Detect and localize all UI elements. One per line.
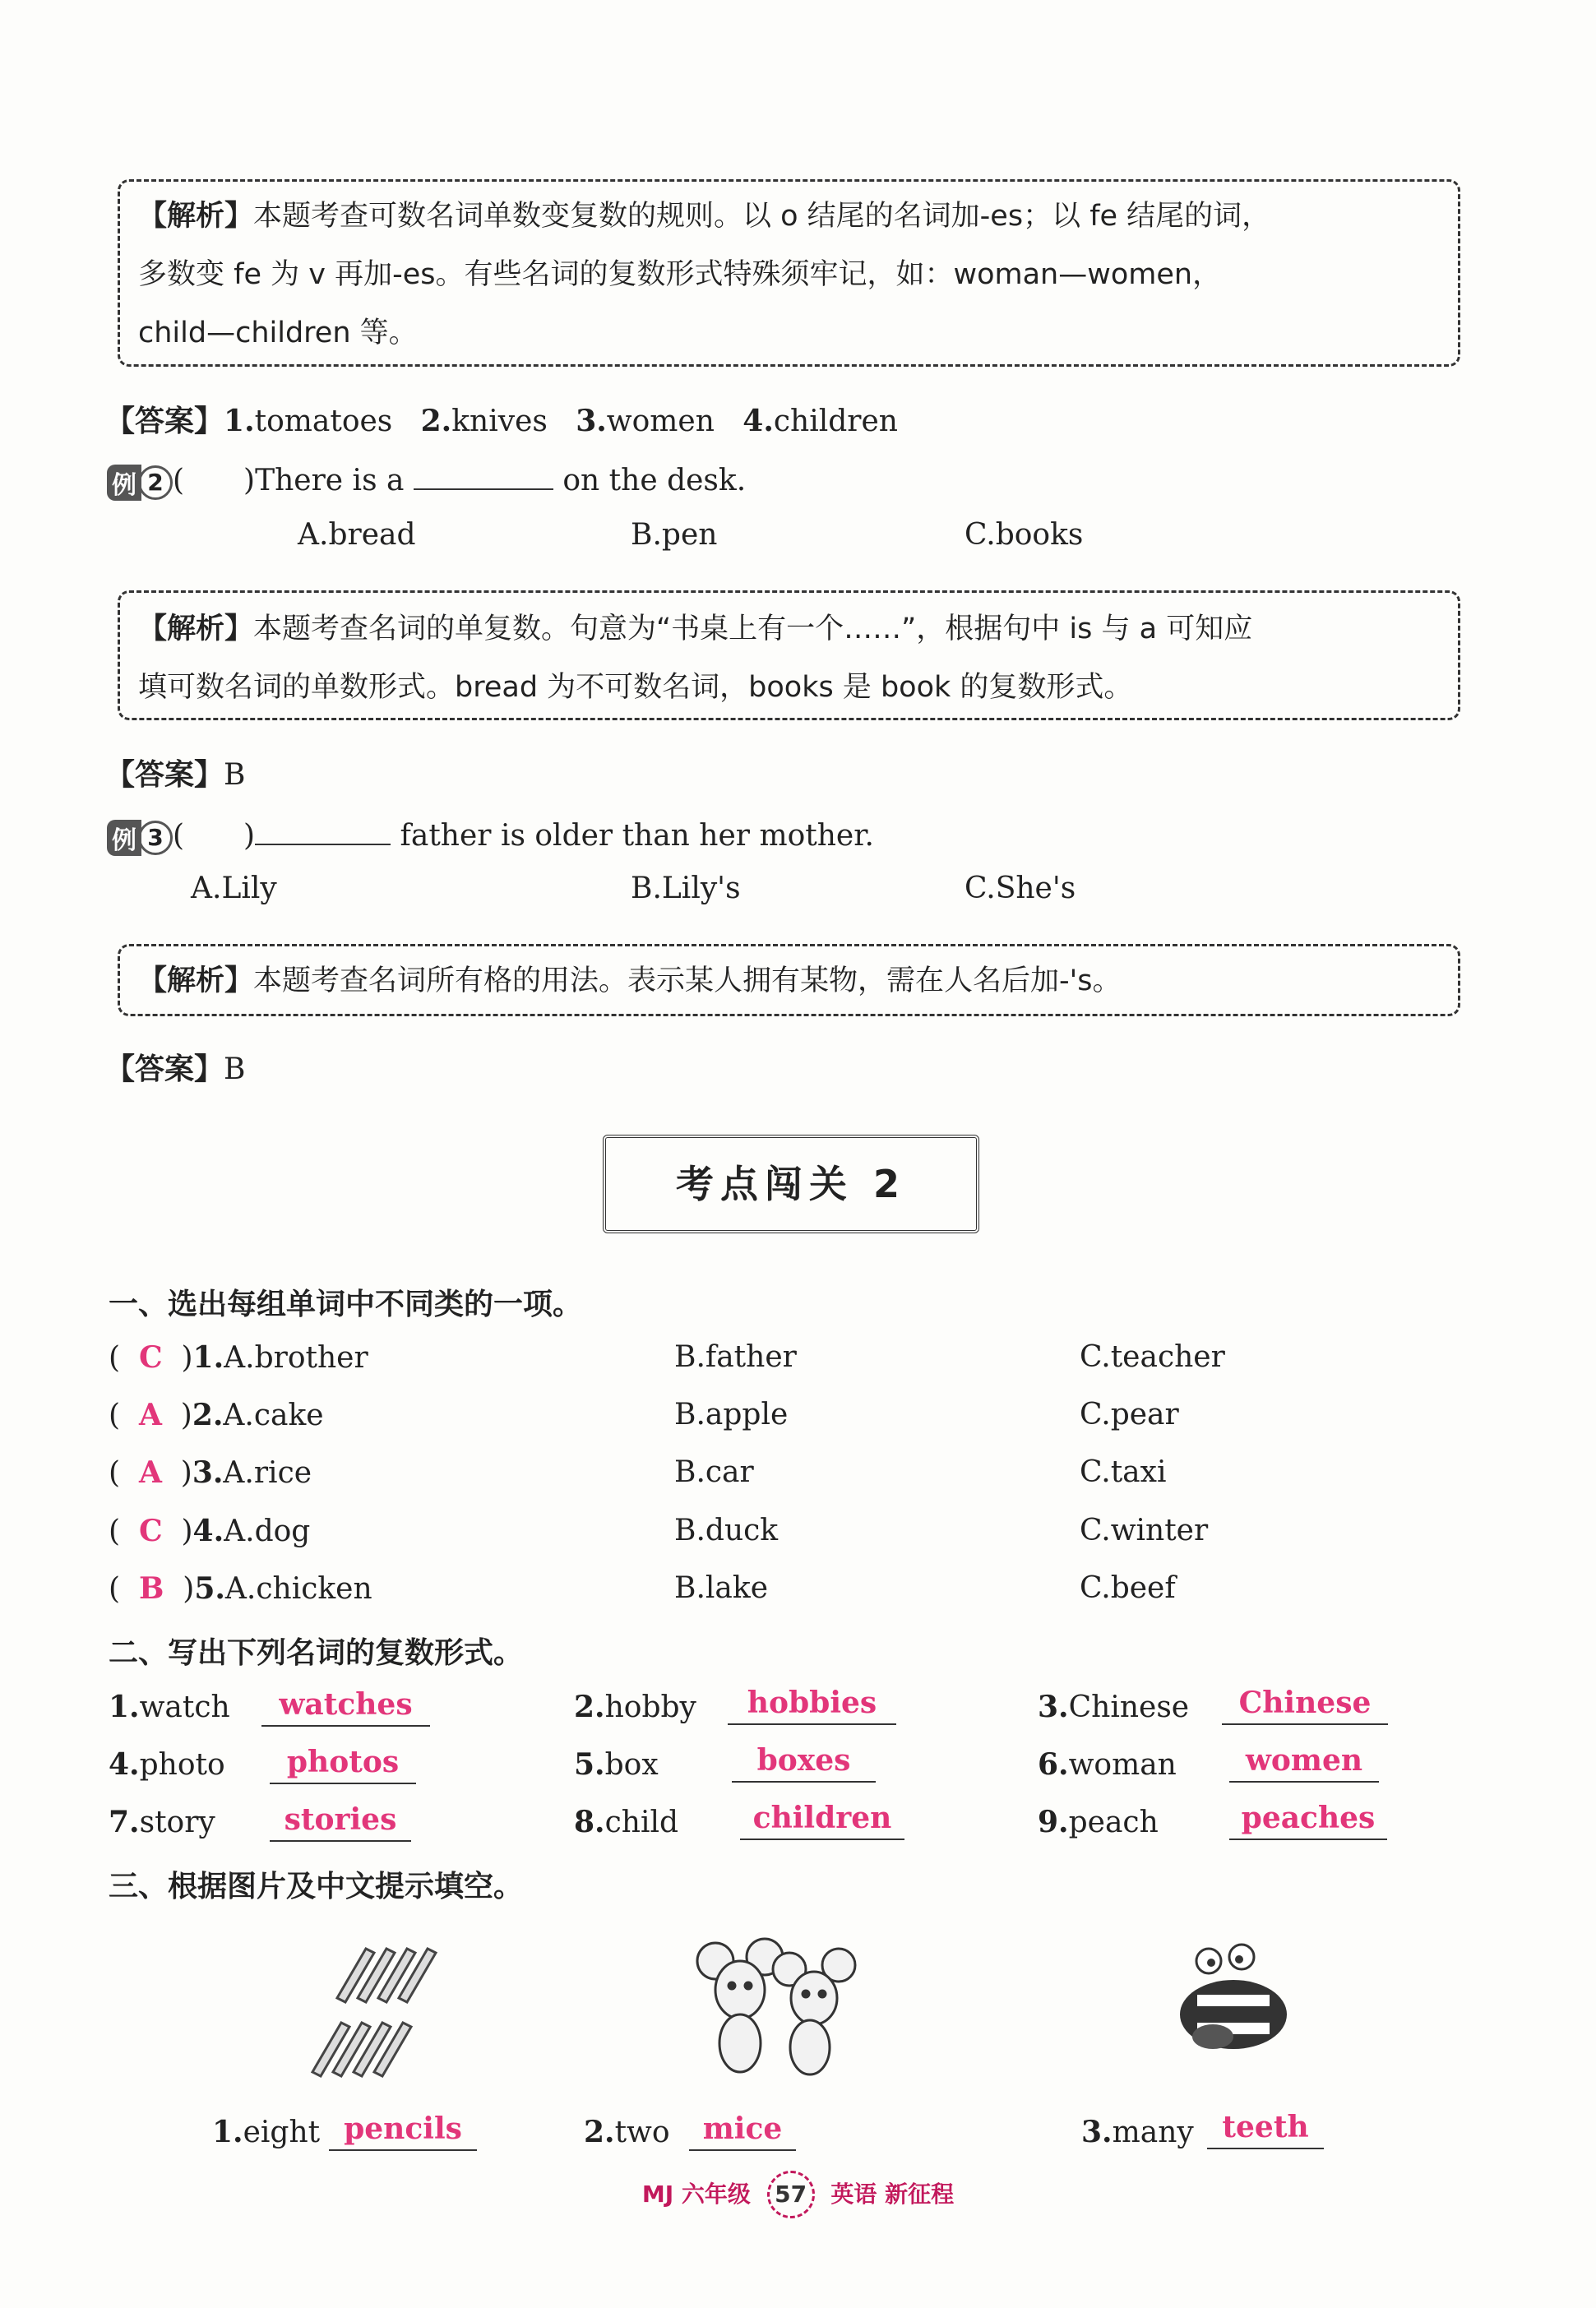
answer-line: hobbies (728, 1686, 896, 1725)
option-c: C.teacher (1080, 1340, 1225, 1374)
page-number: 57 (767, 2171, 815, 2218)
option-c: C.winter (1080, 1514, 1209, 1547)
example-2-stem: 例 2 ( )There is a on the desk. (107, 457, 746, 501)
blank-line (414, 464, 553, 490)
mouse-right (773, 1949, 855, 2074)
analysis-box-3 (118, 944, 1460, 1016)
list-item: ( C )1.A.brother (109, 1340, 368, 1375)
answer-line: watches (261, 1687, 430, 1727)
pencil-group-bottom (312, 2023, 411, 2076)
list-item: 7.story (109, 1805, 215, 1839)
teeth-illustration (1172, 1936, 1303, 2068)
example-3-option-c: C.She's (965, 872, 1076, 905)
list-item: ( C )4.A.dog (109, 1514, 311, 1548)
example-badge: 例 (107, 465, 141, 501)
example-2-option-c: C.books (965, 518, 1084, 552)
option-c: C.taxi (1080, 1455, 1167, 1489)
answer-line: teeth (1207, 2110, 1324, 2149)
example-2-option-a: A.bread (298, 518, 416, 552)
answer-line: photos (270, 1745, 416, 1784)
list-item: ( B )5.A.chicken (109, 1571, 372, 1606)
example-2-option-b: B.pen (631, 518, 718, 552)
example-number: 3 (138, 821, 173, 855)
pencils-illustration (304, 1940, 452, 2088)
teeth-toy (1180, 1945, 1287, 2049)
list-item: 3.Chinese (1038, 1690, 1190, 1724)
example-badge: 例 (107, 820, 141, 856)
analysis-line-2: 填可数名词的单数形式。bread 为不可数名词，books 是 book 的复数形式。 (138, 671, 1133, 704)
analysis-line-1: 【解析】本题考查可数名词单数变复数的规则。以 o 结尾的名词加-es；以 fe 结尾的词， (138, 200, 1271, 233)
option-b: B.apple (674, 1398, 789, 1432)
answer-line: Chinese (1222, 1686, 1388, 1725)
list-item: 4.photo (109, 1747, 225, 1782)
example-3-option-a: A.Lily (191, 872, 277, 905)
answer-line: pencils (329, 2111, 477, 2151)
answer-row-3: 【答案】B (105, 1052, 246, 1086)
option-c: C.pear (1080, 1398, 1179, 1432)
option-b: B.lake (674, 1571, 768, 1605)
answer-line: peaches (1229, 1801, 1387, 1840)
pencil-group-top (337, 1949, 436, 2002)
blank-line (255, 819, 391, 845)
list-item: 6.woman (1038, 1747, 1177, 1782)
example-number: 2 (138, 465, 173, 500)
option-b: B.car (674, 1455, 754, 1489)
list-item: 2.two (584, 2115, 670, 2149)
option-b: B.father (674, 1340, 797, 1374)
example-3-stem: 例 3 ( ) father is older than her mother. (107, 812, 874, 856)
analysis-line-1: 【解析】本题考查名词所有格的用法。表示某人拥有某物，需在人名后加-'s。 (138, 964, 1122, 997)
analysis-box-2 (118, 590, 1460, 720)
list-item: 5.box (574, 1747, 659, 1782)
mouse-left (697, 1939, 783, 2072)
part-2-heading: 二、写出下列名词的复数形式。 (109, 1636, 524, 1670)
list-item: 2.hobby (574, 1690, 696, 1724)
answer-line: mice (689, 2111, 796, 2151)
list-item: 1.eight (212, 2115, 321, 2149)
answer-line: stories (270, 1802, 411, 1842)
part-1-heading: 一、选出每组单词中不同类的一项。 (109, 1288, 583, 1321)
list-item: ( A )2.A.cake (109, 1398, 324, 1432)
option-c: C.beef (1080, 1571, 1176, 1605)
analysis-box-1 (118, 179, 1460, 367)
answer-row-2: 【答案】B (105, 758, 246, 792)
list-item: 9.peach (1038, 1805, 1159, 1839)
analysis-line-2: 多数变 fe 为 v 再加-es。有些名词的复数形式特殊须牢记，如：woman—women， (138, 258, 1222, 291)
mice-illustration (687, 1932, 867, 2088)
analysis-line-3: child—children 等。 (138, 317, 418, 349)
example-3-option-b: B.Lily's (631, 872, 741, 905)
answer-line: women (1229, 1743, 1379, 1783)
answer-line: boxes (732, 1743, 876, 1783)
list-item: 8.child (574, 1805, 679, 1839)
part-3-heading: 三、根据图片及中文提示填空。 (109, 1870, 524, 1903)
answer-row-1: 【答案】1.tomatoes 2.knives 3.women 4.children (105, 404, 898, 438)
answer-line: children (740, 1801, 904, 1840)
page-footer: MJ 六年级 57 英语 新征程 (0, 2171, 1596, 2218)
section-title: 考点闯关 2 (603, 1135, 979, 1233)
list-item: 3.many (1081, 2115, 1194, 2149)
option-b: B.duck (674, 1514, 779, 1547)
analysis-line-1: 【解析】本题考查名词的单复数。句意为“书桌上有一个……”，根据句中 is 与 a 可知应 (138, 613, 1253, 645)
list-item: 1.watch (109, 1690, 230, 1724)
list-item: ( A )3.A.rice (109, 1455, 312, 1490)
